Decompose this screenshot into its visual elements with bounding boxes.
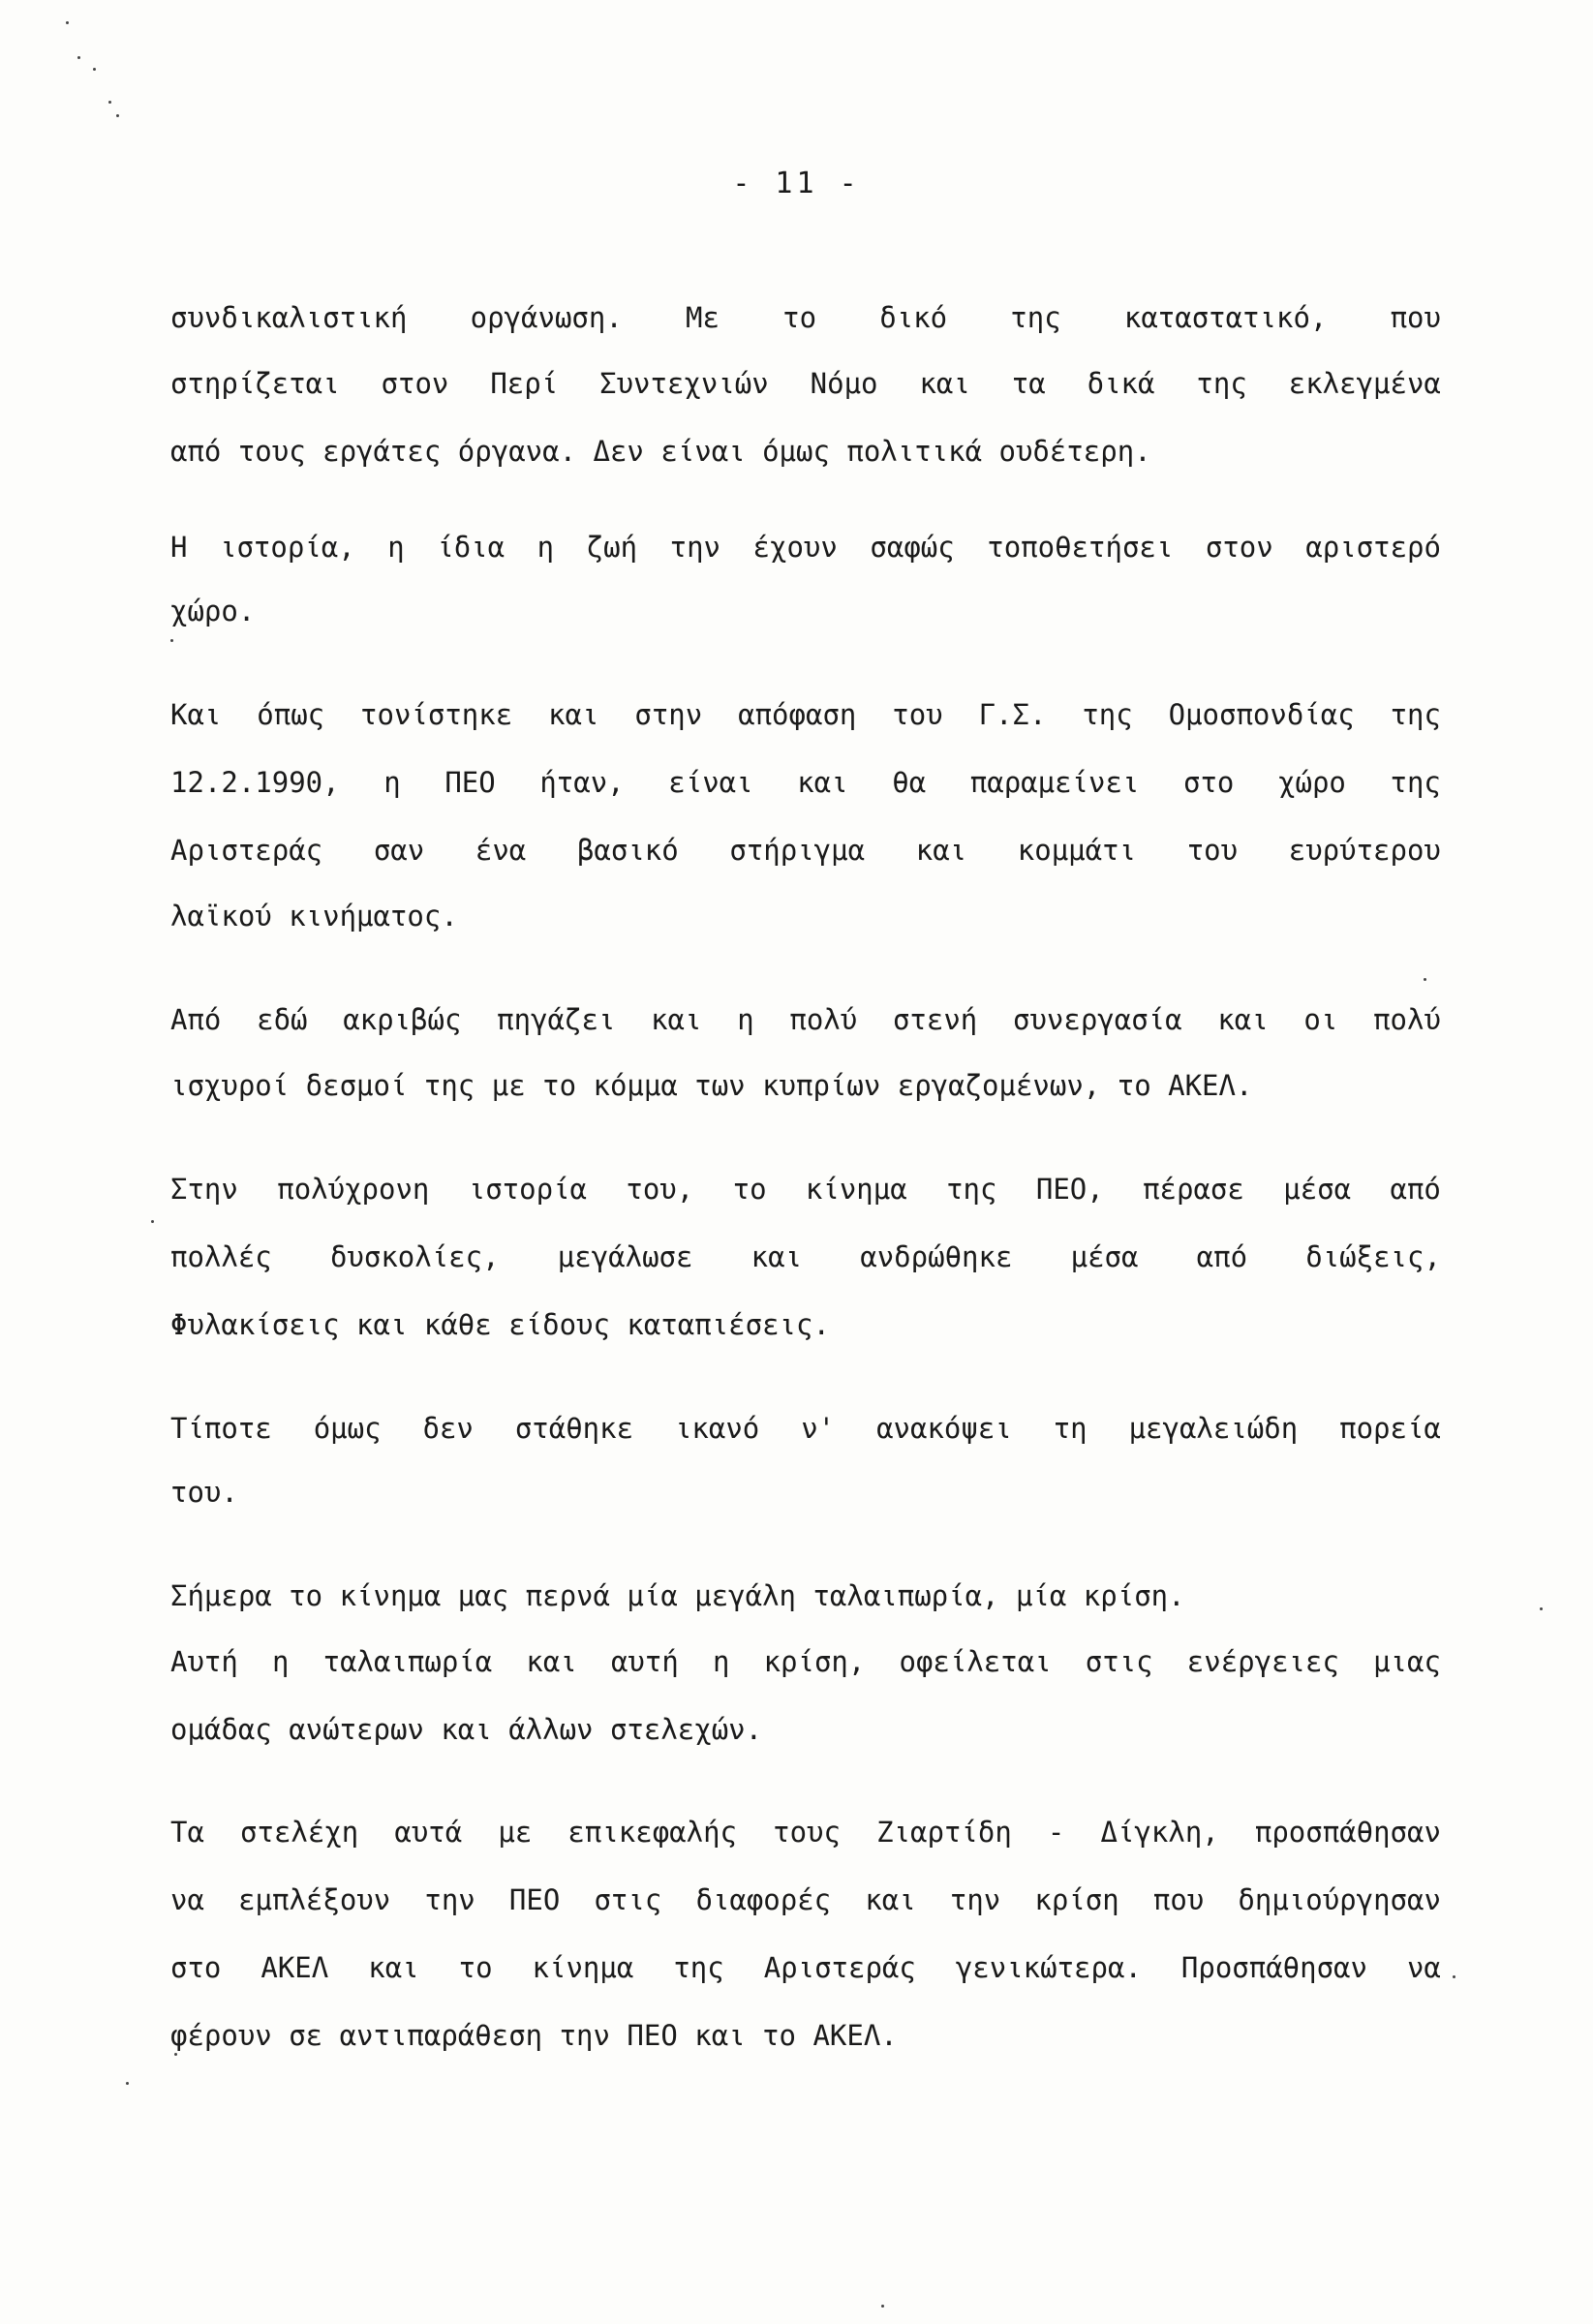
text-line: χώρο. [170, 595, 256, 627]
scan-speck [1540, 1607, 1543, 1610]
scan-speck [881, 2305, 884, 2308]
text-line: ισχυροί δεσμοί της με το κόμμα των κυπρίων εργαζομένων, το ΑΚΕΛ. [170, 1069, 1253, 1102]
scan-speck [1453, 1975, 1455, 1978]
scan-speck [77, 56, 80, 59]
text-line: Τα στελέχη αυτά με επικεφαλής τους Ζιαρτίδη - Δίγκλη, προσπάθησαν [170, 1816, 1441, 1849]
text-line: Στην πολύχρονη ιστορία του, το κίνημα της ΠΕΟ, πέρασε μέσα από [170, 1173, 1441, 1206]
text-line: Και όπως τονίστηκε και στην απόφαση του Γ.Σ. της Ομοσπονδίας της [170, 698, 1441, 731]
text-line: Αριστεράς σαν ένα βασικό στήριγμα και κομμάτι του ευρύτερου [170, 834, 1441, 867]
scan-speck [93, 68, 96, 71]
text-line: λαϊκού κινήματος. [170, 900, 458, 933]
text-line: Τίποτε όμως δεν στάθηκε ικανό ν' ανακόψει τη μεγαλειώδη πορεία [170, 1412, 1441, 1445]
text-line: συνδικαλιστική οργάνωση. Με το δικό της καταστατικό, που [170, 301, 1441, 334]
text-line: Από εδώ ακριβώς πηγάζει και η πολύ στενή συνεργασία και οι πολύ [170, 1003, 1441, 1036]
text-line: στο ΑΚΕΛ και το κίνημα της Αριστεράς γενικώτερα. Προσπάθησαν να [170, 1951, 1441, 1984]
text-line: 12.2.1990, η ΠΕΟ ήταν, είναι και θα παραμείνει στο χώρο της [170, 766, 1441, 799]
text-line: φέρουν σε αντιπαράθεση την ΠΕΟ και το ΑΚΕΛ. [170, 2019, 898, 2052]
text-line: στηρίζεται στον Περί Συντεχνιών Νόμο και τα δικά της εκλεγμένα [170, 367, 1441, 400]
scan-speck [174, 2053, 177, 2056]
scan-speck [170, 639, 173, 642]
scan-speck [151, 1220, 154, 1223]
text-line: να εμπλέξουν την ΠΕΟ στις διαφορές και την κρίση που δημιούργησαν [170, 1883, 1441, 1916]
text-line: Αυτή η ταλαιπωρία και αυτή η κρίση, οφείλεται στις ενέργειες μιας [170, 1645, 1441, 1678]
text-line: πολλές δυσκολίες, μεγάλωσε και ανδρώθηκε μέσα από διώξεις, [170, 1240, 1441, 1273]
scan-speck [126, 2082, 129, 2085]
text-line: από τους εργάτες όργανα. Δεν είναι όμως πολιτικά ουδέτερη. [170, 435, 1151, 468]
text-line: Σήμερα το κίνημα μας περνά μία μεγάλη ταλαιπωρία, μία κρίση. [170, 1579, 1185, 1612]
text-line: του. [170, 1476, 238, 1509]
scan-speck [116, 114, 119, 117]
text-line: ομάδας ανώτερων και άλλων στελεχών. [170, 1713, 763, 1746]
page-number: - 11 - [732, 167, 861, 200]
text-line: Η ιστορία, η ίδια η ζωή την έχουν σαφώς τοποθετήσει στον αριστερό [170, 531, 1441, 564]
scan-speck [1424, 978, 1426, 981]
scan-speck [66, 21, 69, 24]
text-line: Φυλακίσεις και κάθε είδους καταπιέσεις. [170, 1308, 830, 1341]
scan-speck [108, 101, 111, 104]
